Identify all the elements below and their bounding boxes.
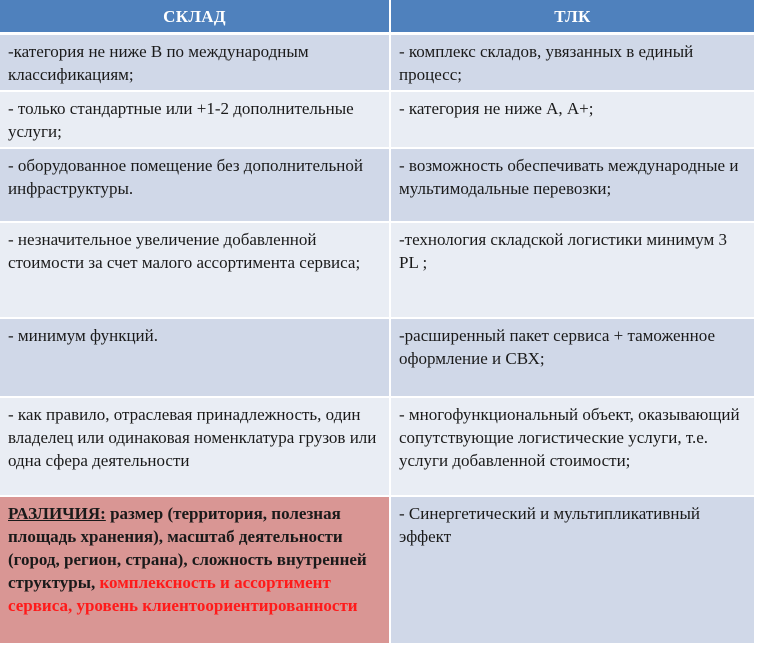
cell-warehouse: - только стандартные или +1-2 дополнительные услуги; — [0, 91, 390, 148]
cell-warehouse: - как правило, отраслевая принадлежность, один владелец или одинаковая номенклатура грузов или одна сфера деятельности — [0, 397, 390, 496]
cell-warehouse: - оборудованное помещение без дополнительной инфраструктуры. — [0, 148, 390, 222]
table-row-differences — [0, 496, 755, 644]
table-row — [0, 148, 755, 222]
cell-tlc: -технология складской логистики минимум 3 PL ; — [390, 222, 755, 318]
header-tlc: ТЛК — [390, 0, 755, 34]
table-row — [0, 397, 755, 496]
table-row — [0, 34, 755, 92]
table-row — [0, 91, 755, 148]
cell-warehouse: -категория не ниже В по международным классификациям; — [0, 34, 390, 92]
cell-warehouse: - незначительное увеличение добавленной стоимости за счет малого ассортимента сервиса; — [0, 222, 390, 318]
cell-tlc: - комплекс складов, увязанных в единый процесс; — [390, 34, 755, 92]
cell-tlc: - возможность обеспечивать международные и мультимодальные перевозки; — [390, 148, 755, 222]
cell-tlc: - категория не ниже А, А+; — [390, 91, 755, 148]
differences-highlight: комплексность и ассортимент сервиса, уровень клиентоориентированности — [8, 573, 358, 615]
differences-label: РАЗЛИЧИЯ: — [8, 504, 106, 523]
cell-warehouse: - минимум функций. — [0, 318, 390, 397]
header-row — [0, 0, 755, 34]
cell-tlc: - Синергетический и мультипликативный эффект — [390, 496, 755, 644]
header-warehouse: СКЛАД — [0, 0, 390, 34]
table-row — [0, 222, 755, 318]
cell-tlc: - многофункциональный объект, оказывающий сопутствующие логистические услуги, т.е. услуги добавленной стоимости; — [390, 397, 755, 496]
differences-text: размер (территория, полезная площадь хранения), масштаб деятельности (город, регион, страна), сложность внутренней структуры, — [8, 504, 367, 592]
differences-cell — [0, 496, 390, 644]
table-row — [0, 318, 755, 397]
cell-tlc: -расширенный пакет сервиса + таможенное оформление и СВХ; — [390, 318, 755, 397]
